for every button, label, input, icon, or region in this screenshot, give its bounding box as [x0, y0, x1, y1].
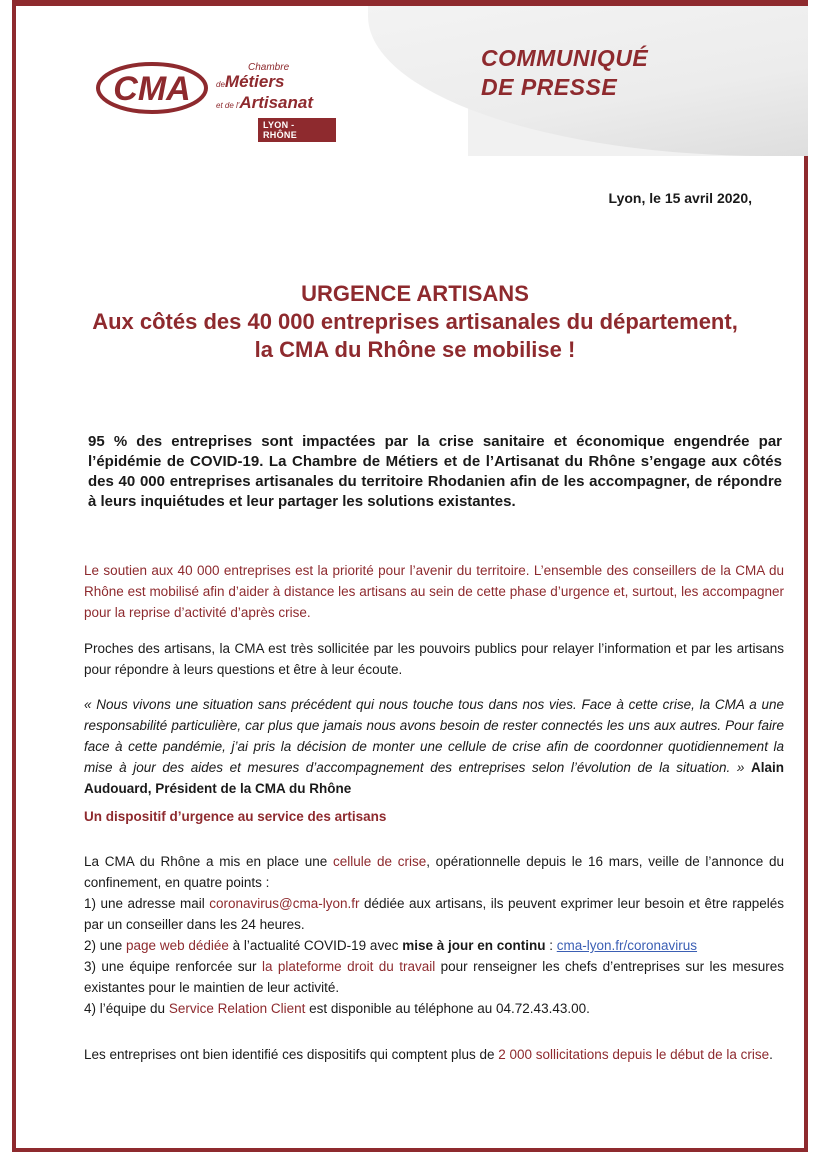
press-release-title	[481, 44, 648, 102]
dispositif-point-2: 2) une page web dédiée à l’actualité COVID-19 avec mise à jour en continu : cma-lyon.fr/coronavirus	[84, 938, 698, 953]
quote-signature: Alain Audouard, Président de la CMA du Rhône	[84, 760, 784, 796]
logo-etde: et de l'	[216, 101, 240, 110]
mise-a-jour-text: mise à jour en continu	[402, 938, 546, 953]
quote-text: « Nous vivons une situation sans précédent qui nous touche tous dans nos vies. Face à cette crise, la CMA a une responsabilité particulière, car plus que jamais nous avons besoin de rester connectés les uns aux autres. Pour faire face à cette pandémie, j’ai pris la décision de monter une cellule de crise afin de coordonner quotidiennement la mise à jour des aides et mesures d’accompagnement des entreprises selon l’évolution de la situation. »	[84, 697, 784, 775]
dispositif-point-4: 4) l’équipe du Service Relation Client est disponible au téléphone au 04.72.43.43.00.	[84, 1001, 590, 1016]
paragraph-soutien: Le soutien aux 40 000 entreprises est la priorité pour l’avenir du territoire. L’ensemble des conseillers de la CMA du Rhône est mobilisé afin d’aider à distance les artisans au sein de cette phase d’urgence et, surtout, les accompagner pour la reprise d’activité d’après crise.	[84, 563, 784, 620]
press-title-line2: DE PRESSE	[481, 74, 618, 100]
logo-artisanat: Artisanat	[239, 93, 314, 112]
lead-paragraph: 95 % des entreprises sont impactées par la crise sanitaire et économique engendrée par l’épidémie de COVID-19. La Chambre de Métiers et de l’Artisanat du Rhône s’engage aux côtés des 40 000 entreprises artisanales du territoire Rhodanien afin de les accompagner, de répondre à leurs inquiétudes et leur partager les solutions existantes.	[88, 433, 782, 510]
press-title-line1: COMMUNIQUÉ	[481, 45, 649, 71]
dispositif-list	[84, 851, 784, 1019]
quote-paragraph	[84, 694, 784, 799]
headline	[80, 280, 750, 364]
logo-wordmark	[216, 62, 313, 115]
logo-de: de	[216, 80, 225, 89]
cellule-crise-text: cellule de crise	[332, 854, 427, 869]
email-text: coronavirus@cma-lyon.fr	[209, 896, 360, 911]
coronavirus-link[interactable]: cma-lyon.fr/coronavirus	[556, 938, 698, 953]
cma-logo	[96, 56, 336, 140]
page-web-text: page web dédiée	[126, 938, 229, 953]
headline-line2: Aux côtés des 40 000 entreprises artisanales du département, la CMA du Rhône se mobilise !	[92, 309, 738, 362]
closing-paragraph: Les entreprises ont bien identifié ces dispositifs qui comptent plus de 2 000 sollicitations depuis le début de la crise.	[84, 1047, 773, 1062]
date-line: Lyon, le 15 avril 2020,	[608, 190, 752, 206]
sollicitations-text: 2 000 sollicitations depuis le début de la crise	[498, 1047, 770, 1062]
cma-logo-text: CMA	[113, 70, 191, 108]
headline-line1: URGENCE ARTISANS	[301, 281, 529, 306]
logo-metiers: Métiers	[224, 72, 285, 91]
paragraph-proches: Proches des artisans, la CMA est très sollicitée par les pouvoirs publics pour relayer l’information et par les artisans pour répondre à leurs questions et être à leur écoute.	[84, 641, 784, 677]
frame-top-bar	[12, 0, 808, 6]
dispositif-point-3: 3) une équipe renforcée sur la plateforme droit du travail pour renseigner les chefs d’entreprises sur les mesures existantes pour le maintien de leur activité.	[84, 959, 784, 995]
plateforme-text: la plateforme droit du travail	[261, 959, 436, 974]
dispositif-intro: La CMA du Rhône a mis en place une cellule de crise, opérationnelle depuis le 16 mars, veille de l’annonce du confinement, en quatre points :	[84, 854, 784, 890]
service-relation-text: Service Relation Client	[168, 1001, 306, 1016]
cma-logo-mark	[96, 60, 211, 116]
logo-chambre: Chambre	[248, 62, 290, 73]
dispositif-point-1: 1) une adresse mail coronavirus@cma-lyon.fr dédiée aux artisans, ils peuvent exprimer leur besoin et être rappelés par un conseiller dans les 24 heures.	[84, 896, 784, 932]
section-subheading: Un dispositif d’urgence au service des artisans	[84, 809, 387, 824]
logo-badge: LYON - RHÔNE	[258, 118, 336, 142]
